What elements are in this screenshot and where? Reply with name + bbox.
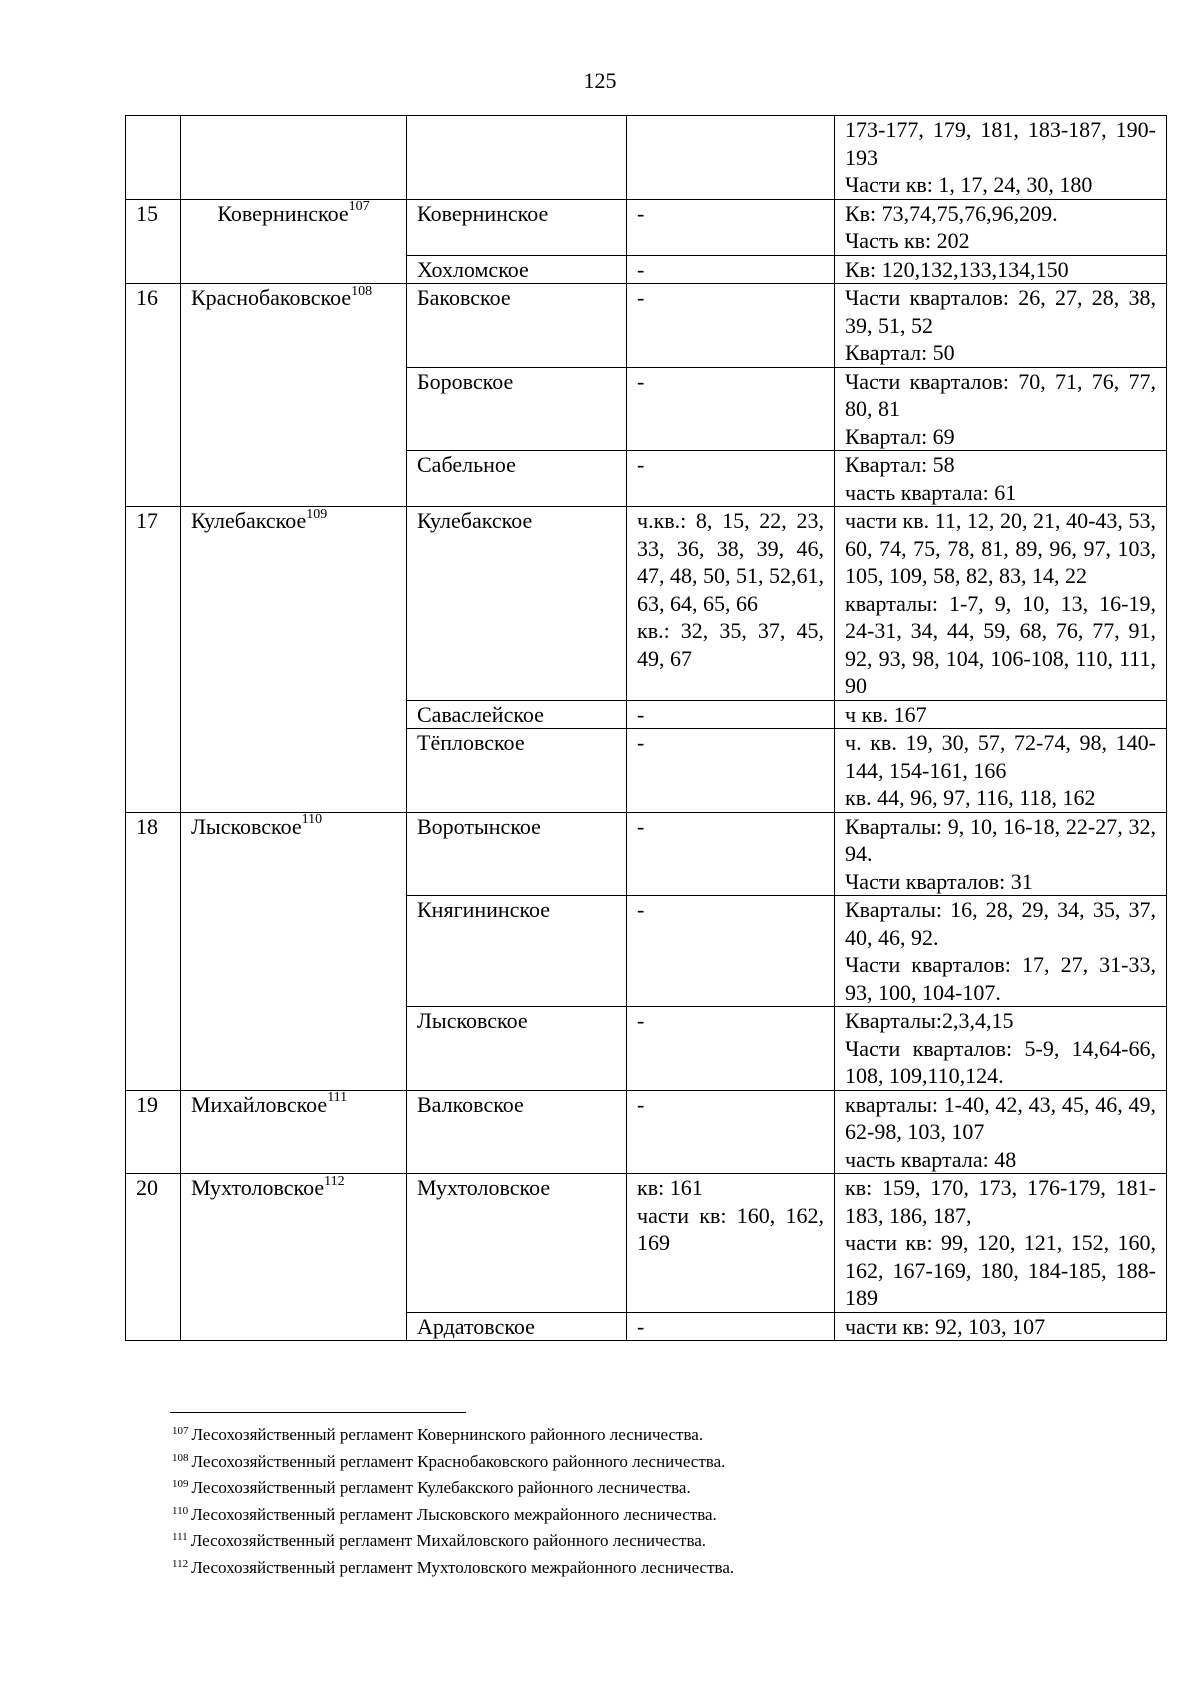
footnote	[172, 1500, 1162, 1527]
row-number	[126, 116, 181, 200]
quarters-text: ч кв. 167	[845, 701, 927, 727]
quarters-col5	[835, 700, 1167, 729]
footnote-text: Лесохозяйственный регламент Кулебакского районного лесничества.	[191, 1478, 691, 1497]
quarters-text: кварталы: 1-7, 9, 10, 13, 16-19, 24-31, 34, 44, 59, 68, 76, 77, 91, 92, 93, 98, 104, 106-108, 110, 111, 90	[845, 590, 1156, 698]
quarters-text: Кварталы:2,3,4,15	[845, 1008, 1014, 1033]
quarters-text: -	[637, 285, 645, 310]
quarters-col4	[627, 1090, 835, 1174]
quarters-text: Кварталы: 16, 28, 29, 34, 35, 37, 40, 46, 92.	[845, 897, 1156, 950]
quarters-text: -	[637, 256, 645, 282]
quarters-col5	[835, 367, 1167, 451]
table-row	[126, 1090, 1167, 1174]
quarters-text: ч. кв. 19, 30, 57, 72-74, 98, 140-144, 154-161, 166	[845, 730, 1156, 783]
quarters-text: часть квартала: 61	[845, 479, 1017, 505]
table-row	[126, 507, 1167, 701]
footnote-text: Лесохозяйственный регламент Михайловского районного лесничества.	[190, 1531, 707, 1550]
footnote-text: Лесохозяйственный регламент Мухтоловского межрайонного лесничества.	[191, 1557, 735, 1577]
footnotes	[172, 1420, 1162, 1579]
quarters-col5	[835, 1090, 1167, 1174]
footnote-ref: 110	[301, 812, 323, 828]
footnote-number: 109	[172, 1478, 189, 1490]
quarters-col5	[835, 199, 1167, 255]
quarters-col4	[627, 1174, 835, 1313]
table-body	[126, 116, 1167, 1341]
quarters-col5	[835, 1312, 1167, 1341]
quarters-text: ч.кв.: 8, 15, 22, 23, 33, 36, 38, 39, 46, 47, 48, 50, 51, 52,61, 63, 64, 65, 66	[637, 508, 824, 616]
sub-forestry: Валковское	[407, 1090, 627, 1174]
quarters-text: -	[637, 897, 645, 922]
footnote-ref: 107	[348, 199, 370, 215]
quarters-col5	[835, 284, 1167, 368]
quarters-text: -	[637, 1091, 645, 1117]
quarters-col4	[627, 507, 835, 701]
forestry-name-cell	[181, 1090, 407, 1174]
quarters-text: -	[637, 1008, 645, 1033]
sub-forestry: Баковское	[407, 284, 627, 368]
quarters-text: -	[637, 200, 645, 226]
quarters-col4	[627, 284, 835, 368]
quarters-text: -	[637, 452, 645, 477]
quarters-col4	[627, 367, 835, 451]
quarters-text: 173-177, 179, 181, 183-187, 190-193	[845, 117, 1156, 170]
footnote	[172, 1553, 1162, 1580]
quarters-text: Части кварталов: 5-9, 14,64-66, 108, 109,110,124.	[845, 1035, 1156, 1088]
row-number: 17	[126, 507, 181, 813]
quarters-text: кв: 161	[637, 1175, 703, 1200]
footnote-ref: 111	[327, 1090, 348, 1106]
forestry-name-cell	[181, 284, 407, 507]
quarters-col5	[835, 507, 1167, 701]
row-number: 16	[126, 284, 181, 507]
quarters-text: Части кварталов: 17, 27, 31-33, 93, 100, 104-107.	[845, 952, 1156, 1005]
sub-forestry: Тёпловское	[407, 729, 627, 813]
footnote-ref: 109	[306, 506, 328, 522]
forestry-name-cell	[181, 116, 407, 200]
table-row	[126, 1174, 1167, 1313]
footnote	[172, 1420, 1162, 1447]
row-number: 15	[126, 199, 181, 284]
sub-forestry: Хохломское	[407, 255, 627, 284]
sub-forestry: Мухтоловское	[407, 1174, 627, 1313]
row-number: 18	[126, 812, 181, 1090]
forestry-name-cell	[181, 199, 407, 284]
forestry-name: Краснобаковское	[191, 285, 352, 310]
quarters-text: Кв: 120,132,133,134,150	[845, 256, 1069, 282]
footnote	[172, 1526, 1162, 1553]
quarters-text: кварталы: 1-40, 42, 43, 45, 46, 49, 62-98, 103, 107	[845, 1091, 1156, 1144]
sub-forestry: Саваслейское	[407, 700, 627, 729]
quarters-text: -	[637, 813, 645, 839]
quarters-col4	[627, 896, 835, 1007]
quarters-text: части кв: 92, 103, 107	[845, 1313, 1046, 1339]
quarters-text: части кв: 99, 120, 121, 152, 160, 162, 167-169, 180, 184-185, 188-189	[845, 1230, 1156, 1310]
sub-forestry: Сабельное	[407, 451, 627, 507]
footnote-number: 111	[172, 1531, 188, 1543]
quarters-col4	[627, 199, 835, 255]
forestry-name: Ковернинское	[217, 200, 349, 226]
sub-forestry: Воротынское	[407, 812, 627, 896]
quarters-text: -	[637, 730, 645, 755]
quarters-col5	[835, 255, 1167, 284]
quarters-text: кв.: 32, 35, 37, 45, 49, 67	[637, 618, 824, 671]
quarters-col5	[835, 1007, 1167, 1091]
quarters-col4	[627, 1007, 835, 1091]
row-number: 20	[126, 1174, 181, 1341]
quarters-text: Квартал: 58	[845, 452, 955, 477]
quarters-text: -	[637, 701, 645, 727]
table-row	[126, 284, 1167, 368]
quarters-text: кв: 159, 170, 173, 176-179, 181-183, 186, 187,	[845, 1175, 1156, 1228]
footnote	[172, 1447, 1162, 1474]
table-row	[126, 116, 1167, 200]
sub-forestry: Ковернинское	[407, 199, 627, 255]
quarters-col5	[835, 1174, 1167, 1313]
forestry-name-cell	[181, 507, 407, 813]
quarters-col4	[627, 255, 835, 284]
sub-forestry: Ардатовское	[407, 1312, 627, 1341]
quarters-col4	[627, 1312, 835, 1341]
quarters-text: часть квартала: 48	[845, 1146, 1017, 1172]
quarters-col5	[835, 451, 1167, 507]
quarters-text: части кв: 160, 162, 169	[637, 1202, 824, 1255]
footnote-text: Лесохозяйственный регламент Краснобаковского районного лесничества.	[191, 1451, 726, 1471]
quarters-text: -	[637, 368, 645, 394]
sub-forestry: Кулебакское	[407, 507, 627, 701]
quarters-col4	[627, 700, 835, 729]
footnote-text: Лесохозяйственный регламент Ковернинского районного лесничества.	[191, 1425, 704, 1444]
page-number: 125	[583, 68, 617, 93]
quarters-text: Квартал: 50	[845, 340, 955, 365]
quarters-col4	[627, 812, 835, 896]
row-number: 19	[126, 1090, 181, 1174]
quarters-text: Кварталы: 9, 10, 16-18, 22-27, 32, 94.	[845, 813, 1156, 866]
footnote-ref: 112	[324, 1173, 345, 1189]
footnote-text: Лесохозяйственный регламент Лысковского межрайонного лесничества.	[191, 1504, 717, 1524]
footnote-number: 108	[172, 1451, 189, 1464]
footnote-separator	[170, 1412, 466, 1413]
sub-forestry: Лысковское	[407, 1007, 627, 1091]
quarters-col5	[835, 729, 1167, 813]
quarters-text: Кв: 73,74,75,76,96,209.	[845, 200, 1058, 226]
footnote-number: 107	[172, 1425, 189, 1437]
sub-forestry	[407, 116, 627, 200]
forestry-name: Кулебакское	[191, 508, 307, 533]
quarters-text: кв. 44, 96, 97, 116, 118, 162	[845, 785, 1096, 810]
table-row	[126, 199, 1167, 255]
quarters-text: Части кварталов: 70, 71, 76, 77, 80, 81	[845, 368, 1156, 421]
footnote-number: 110	[172, 1504, 189, 1517]
quarters-text: Часть кв: 202	[845, 228, 970, 253]
footnote-ref: 108	[351, 283, 373, 299]
forestry-name: Михайловское	[191, 1091, 328, 1117]
sub-forestry: Княгининское	[407, 896, 627, 1007]
forestry-name: Лысковское	[191, 813, 302, 839]
footnote-number: 112	[172, 1557, 189, 1570]
quarters-text: -	[637, 1313, 645, 1339]
quarters-col5	[835, 812, 1167, 896]
quarters-col4	[627, 729, 835, 813]
quarters-text: Части кварталов: 26, 27, 28, 38, 39, 51, 52	[845, 285, 1156, 338]
forestry-name-cell	[181, 1174, 407, 1341]
footnote	[172, 1473, 1162, 1500]
quarters-col5	[835, 116, 1167, 200]
sub-forestry: Боровское	[407, 367, 627, 451]
table-row	[126, 812, 1167, 896]
quarters-col4	[627, 116, 835, 200]
quarters-text: части кв. 11, 12, 20, 21, 40-43, 53, 60, 74, 75, 78, 81, 89, 96, 97, 103, 105, 109, 58, 82, 83, 14, 22	[845, 508, 1156, 588]
quarters-text: Части кв: 1, 17, 24, 30, 180	[845, 172, 1093, 197]
forestry-name: Мухтоловское	[191, 1175, 325, 1200]
forestry-name-cell	[181, 812, 407, 1090]
quarters-col4	[627, 451, 835, 507]
quarters-text: Части кварталов: 31	[845, 868, 1033, 894]
quarters-col5	[835, 896, 1167, 1007]
quarters-text: Квартал: 69	[845, 423, 955, 449]
forestry-table	[125, 115, 1167, 1341]
